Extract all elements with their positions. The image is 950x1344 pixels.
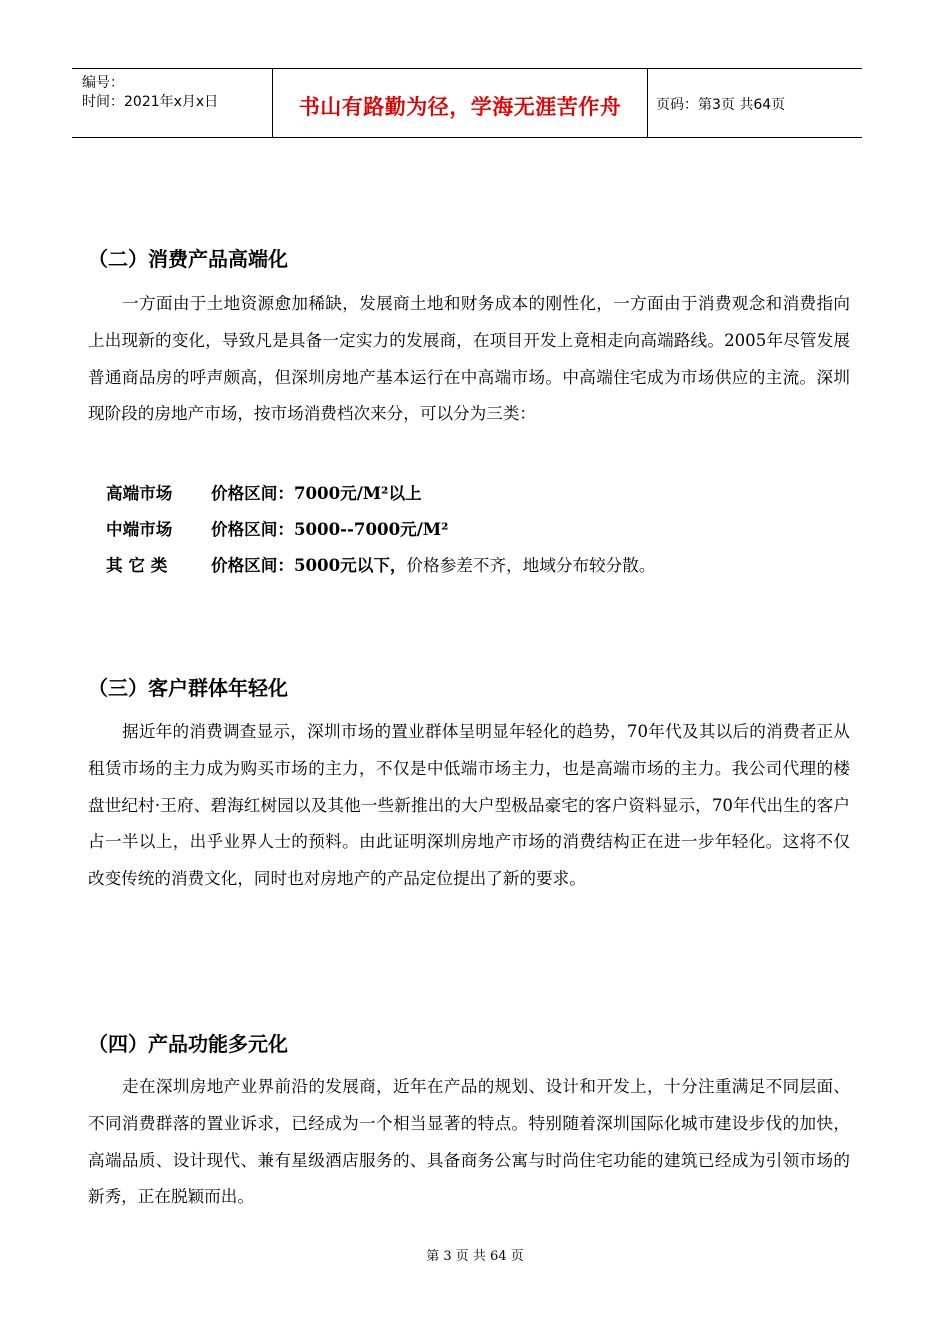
section-heading-4: （四）产品功能多元化 xyxy=(88,1032,288,1056)
section-paragraph-2: 一方面由于土地资源愈加稀缺，发展商土地和财务成本的刚性化，一方面由于消费观念和消费指向上出现新的变化，导致凡是具备一定实力的发展商，在项目开发上竟相走向高端路线。2005年尽管发展普通商品房的呼声颇高，但深圳房地产基本运行在中高端市场。中高端住宅成为市场供应的主流。深圳现阶段的房地产市场，按市场消费档次来分，可以分为三类： xyxy=(88,294,850,424)
section-heading-2: （二）消费产品高端化 xyxy=(88,247,288,271)
price-row-category: 高端市场 xyxy=(106,484,173,503)
section-heading-3: （三）客户群体年轻化 xyxy=(88,676,288,700)
document-header xyxy=(72,68,862,138)
date-label: 时间：2021年x月x日 xyxy=(82,94,219,110)
price-row-high xyxy=(106,480,422,504)
price-row-note: 价格参差不齐，地域分布较分散。 xyxy=(406,556,656,575)
price-row-price: 价格区间：5000元以下， xyxy=(211,555,407,575)
price-row-price: 价格区间：5000--7000元/M² xyxy=(211,519,449,539)
number-label: 编号： xyxy=(82,75,124,91)
price-row-mid xyxy=(106,516,448,540)
price-row-other xyxy=(106,552,655,576)
price-row-category: 中端市场 xyxy=(106,520,173,539)
price-row-category: 其 它 类 xyxy=(106,556,168,575)
header-motto-cell xyxy=(273,69,648,137)
page-footer: 第 3 页 共 64 页 xyxy=(426,1249,524,1264)
section-paragraph-3: 据近年的消费调查显示，深圳市场的置业群体呈明显年轻化的趋势，70年代及其以后的消费者正从租赁市场的主力成为购买市场的主力，不仅是中低端市场主力，也是高端市场的主力。我公司代理的楼盘世纪村·王府、碧海红树园以及其他一些新推出的大户型极品豪宅的客户资料显示，70年代出生的客户占一半以上，出乎业界人士的预料。由此证明深圳房地产市场的消费结构正在进一步年轻化。这将不仅改变传统的消费文化，同时也对房地产的产品定位提出了新的要求。 xyxy=(88,722,850,889)
header-page-cell xyxy=(648,69,862,137)
header-meta-cell xyxy=(72,69,273,137)
header-page-code: 页码：第3页 共64页 xyxy=(656,97,786,113)
section-paragraph-4: 走在深圳房地产业界前沿的发展商，近年在产品的规划、设计和开发上，十分注重满足不同层面、不同消费群落的置业诉求，已经成为一个相当显著的特点。特别随着深圳国际化城市建设步伐的加快，高端品质、设计现代、兼有星级酒店服务的、具备商务公寓与时尚住宅功能的建筑已经成为引领市场的新秀，正在脱颖而出。 xyxy=(88,1077,850,1207)
header-motto: 书山有路勤为径，学海无涯苦作舟 xyxy=(298,95,622,119)
price-row-price: 价格区间：7000元/M²以上 xyxy=(211,483,422,503)
